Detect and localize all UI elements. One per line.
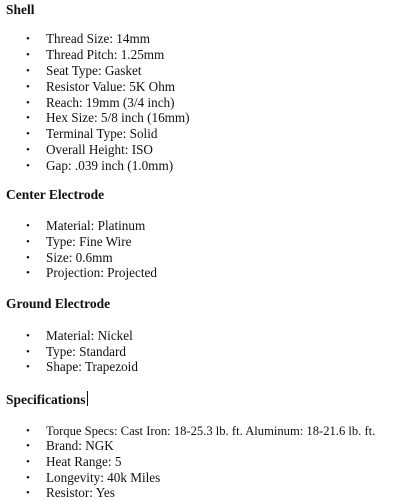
section-title-center-electrode: Center Electrode bbox=[6, 187, 105, 202]
list-item bbox=[26, 359, 138, 375]
list-item bbox=[26, 142, 153, 158]
list-item-text: Resistor: Yes bbox=[46, 485, 115, 500]
list-item-text: Thread Size: 14mm bbox=[46, 31, 151, 46]
list-item-text: Material: Nickel bbox=[46, 328, 133, 343]
list-item bbox=[26, 485, 115, 501]
list-item bbox=[26, 250, 113, 266]
list-item bbox=[26, 95, 175, 111]
bullet-icon: • bbox=[26, 267, 30, 279]
bullet-icon: • bbox=[26, 112, 30, 124]
list-item bbox=[26, 470, 160, 486]
list-item bbox=[26, 423, 375, 439]
list-item bbox=[26, 218, 145, 234]
list-item-text: Resistor Value: 5K Ohm bbox=[46, 79, 176, 94]
list-item-text: Type: Standard bbox=[46, 344, 127, 359]
bullet-icon: • bbox=[26, 252, 30, 264]
list-item-text: Brand: NGK bbox=[46, 438, 114, 453]
list-item bbox=[26, 438, 114, 454]
bullet-icon: • bbox=[26, 220, 30, 232]
section-title-shell: Shell bbox=[6, 2, 35, 17]
bullet-icon: • bbox=[26, 440, 30, 452]
list-item-text: Type: Fine Wire bbox=[46, 234, 132, 249]
list-item bbox=[26, 328, 133, 344]
list-item bbox=[26, 454, 121, 470]
bullet-icon: • bbox=[26, 456, 30, 468]
bullet-icon: • bbox=[26, 236, 30, 248]
list-item-text: Hex Size: 5/8 inch (16mm) bbox=[46, 110, 190, 125]
bullet-icon: • bbox=[26, 81, 30, 93]
list-item bbox=[26, 265, 157, 281]
section-title-text: Specifications bbox=[6, 392, 86, 407]
list-item bbox=[26, 126, 157, 142]
list-item bbox=[26, 79, 175, 95]
bullet-icon: • bbox=[26, 346, 30, 358]
list-item bbox=[26, 63, 142, 79]
list-item-text: Seat Type: Gasket bbox=[46, 63, 142, 78]
list-item-text: Reach: 19mm (3/4 inch) bbox=[46, 95, 175, 110]
list-item bbox=[26, 47, 164, 63]
bullet-icon: • bbox=[26, 65, 30, 77]
list-item bbox=[26, 234, 131, 250]
section-title-specifications bbox=[6, 391, 88, 408]
bullet-icon: • bbox=[26, 472, 30, 484]
list-item-text: Projection: Projected bbox=[46, 265, 157, 280]
list-item-text: Gap: .039 inch (1.0mm) bbox=[46, 158, 174, 173]
list-item bbox=[26, 110, 190, 126]
bullet-icon: • bbox=[26, 425, 30, 437]
list-item bbox=[26, 158, 173, 174]
list-item-text: Terminal Type: Solid bbox=[46, 126, 158, 141]
list-item bbox=[26, 344, 126, 360]
list-item-text: Longevity: 40k Miles bbox=[46, 470, 161, 485]
list-item bbox=[26, 31, 150, 47]
bullet-icon: • bbox=[26, 128, 30, 140]
list-item-text: Material: Platinum bbox=[46, 218, 146, 233]
bullet-icon: • bbox=[26, 330, 30, 342]
text-cursor bbox=[87, 391, 88, 406]
list-item-text: Shape: Trapezoid bbox=[46, 359, 138, 374]
list-item-text: Thread Pitch: 1.25mm bbox=[46, 47, 165, 62]
bullet-icon: • bbox=[26, 49, 30, 61]
section-title-ground-electrode: Ground Electrode bbox=[6, 296, 111, 311]
list-item-text: Size: 0.6mm bbox=[46, 250, 113, 265]
list-item-text: Torque Specs: Cast Iron: 18-25.3 lb. ft. Aluminum: 18-21.6 lb. ft. bbox=[46, 424, 376, 438]
list-item-text: Heat Range: 5 bbox=[46, 454, 122, 469]
bullet-icon: • bbox=[26, 144, 30, 156]
bullet-icon: • bbox=[26, 160, 30, 172]
bullet-icon: • bbox=[26, 33, 30, 45]
list-item-text: Overall Height: ISO bbox=[46, 142, 153, 157]
bullet-icon: • bbox=[26, 361, 30, 373]
bullet-icon: • bbox=[26, 97, 30, 109]
bullet-icon: • bbox=[26, 487, 30, 499]
